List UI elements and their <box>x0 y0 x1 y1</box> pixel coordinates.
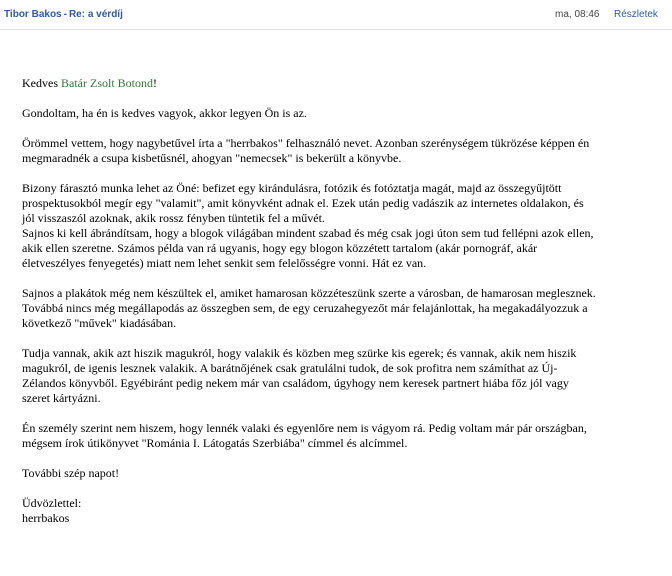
paragraph-6 <box>22 346 662 406</box>
signature: herrbakos <box>22 511 70 525</box>
details-link[interactable]: Részletek <box>614 9 658 20</box>
greeting: Kedves Batár Zsolt Botond! <box>22 76 157 90</box>
paragraph-1 <box>22 106 662 121</box>
closing: Üdvözlettel: <box>22 496 82 510</box>
text-line: mégsem írok útikönyvet "Románia I. Látogatás Szerbiába" címmel és alcímmel. <box>22 436 408 450</box>
text-line: szeret kártyázni. <box>22 391 101 405</box>
paragraph-3 <box>22 181 662 226</box>
sender-name[interactable]: Tibor Bakos - Re: a vérdíj <box>4 9 123 20</box>
paragraph-8 <box>22 466 662 481</box>
text-line: Továbbá nincs még megállapodás az összegben sem, de egy ceruzahegyezőt már felajánlottak, ha megakadályozzuk a <box>22 301 588 315</box>
text-line: Örömmel vettem, hogy nagybetűvel írta a "herrbakos" felhasználó nevet. Azonban szerénységem tükrözése képpen én <box>22 136 590 150</box>
text-line: következő "művek" kiadásában. <box>22 316 177 330</box>
paragraph-7 <box>22 421 662 451</box>
text-line: prospektusokból megír egy "valamit", amit könyvként adnak el. Ezek után pedig vadászik az internetes oldalakon, és <box>22 196 584 210</box>
text-line: Zélandos könyvből. Egyébiránt pedig nekem már van családom, úgyhogy nem keresek partnert hiába főz jól vagy <box>22 376 569 390</box>
text-line: életveszélyes fenyegetés) miatt nem lehet senkit sem felelősségre vonni. Hát ez van. <box>22 256 427 270</box>
message-body <box>22 76 662 541</box>
paragraph-4 <box>22 226 662 271</box>
text-line: akik ellen szeretne. Számos példa van rá ugyanis, hogy egy blogon közzétett tartalom (akár pornográf, akár <box>22 241 538 255</box>
paragraph-2 <box>22 136 662 166</box>
message-time: ma, 08:46 <box>555 9 600 20</box>
text-line: megmaradnék a csupa kisbetűsnél, ahogyan "nemecsek" is bekerült a könyvbe. <box>22 151 402 165</box>
text-line: További szép napot! <box>22 466 120 480</box>
paragraph-5 <box>22 286 662 331</box>
text-line: jól visszaszól azoknak, akik rossz fényben tüntetik fel a művét. <box>22 211 325 225</box>
recipient-name: Batár Zsolt Botond <box>61 76 153 90</box>
text-line: Sajnos ki kell ábrándítsam, hogy a blogok világában mindent szabad és még csak jogi úton sem tud fellépni azok ellen, <box>22 226 594 240</box>
text-line: magukról, de igenis lesznek valakik. A barátnőjének csak gratulálni tudok, de sok profitra nem számíthat az Új- <box>22 361 558 375</box>
message-header <box>0 0 672 30</box>
text-line: Gondoltam, ha én is kedves vagyok, akkor legyen Ön is az. <box>22 106 307 120</box>
message-subject: Re: a vérdíj <box>68 9 123 20</box>
text-line: Sajnos a plakátok még nem készültek el, amiket hamarosan közzéteszünk szerte a városban, de hamarosan meglesznek. <box>22 286 596 300</box>
header-separator: - <box>63 9 67 20</box>
text-line: Tudja vannak, akik azt hiszik magukról, hogy valakik és közben meg szürke kis egerek; és vannak, akik nem hiszik <box>22 346 577 360</box>
text-line: Bizony fárasztó munka lehet az Öné: befizet egy kirándulásra, fotózik és fotóztatja magát, majd az összegyűjtött <box>22 181 562 195</box>
text-line: Én személy szerint nem hiszem, hogy lennék valaki és egyenlőre nem is vágyom rá. Pedig voltam már pár országban, <box>22 421 587 435</box>
